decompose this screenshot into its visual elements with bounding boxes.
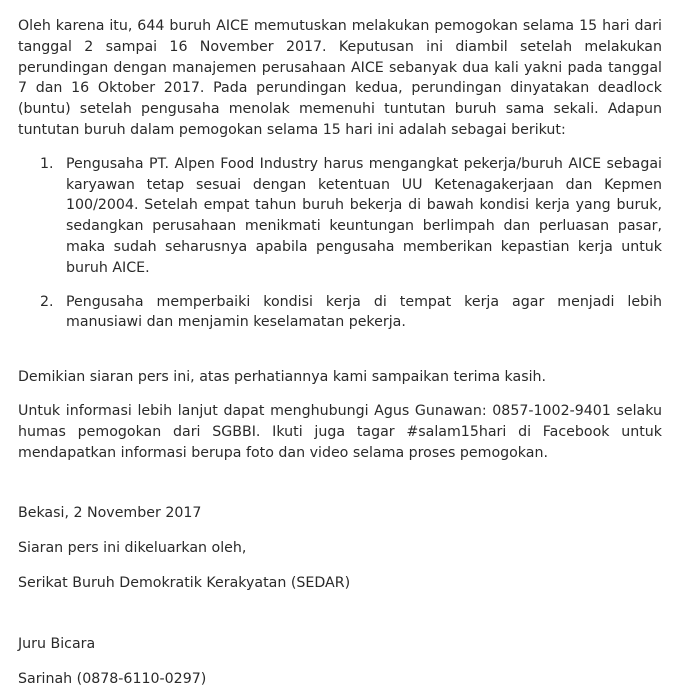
demands-list: [18, 154, 662, 333]
list-item-text: Pengusaha memperbaiki kondisi kerja di tempat kerja agar menjadi lebih manusiawi dan menjamin keselamatan pekerja.: [66, 293, 662, 331]
spokesperson-name: Sarinah (0878-6110-0297): [18, 670, 207, 687]
signature-block: [18, 503, 662, 689]
place-date: Bekasi, 2 November 2017: [18, 505, 202, 522]
press-release-document: [18, 16, 662, 689]
list-item-number: 1.: [40, 155, 54, 172]
contact-paragraph: Untuk informasi lebih lanjut dapat menghubungi Agus Gunawan: 0857-1002-9401 selaku humas pemogokan dari SGBBI. Ikuti juga tagar #salam15hari di Facebook untuk mendapatkan informasi berupa foto dan video selama proses pemogokan.: [18, 402, 662, 461]
organization-name: Serikat Buruh Demokratik Kerakyatan (SEDAR): [18, 574, 351, 591]
list-item-text: Pengusaha PT. Alpen Food Industry harus mengangkat pekerja/buruh AICE sebagai karyawan tetap sesuai dengan ketentuan UU Ketenagakerjaan dan Kepmen 100/2004. Setelah empat tahun buruh bekerja di bawah kondisi kerja yang buruk, sedangkan perusahaan menikmati keuntungan berlimpah dan perluasan pasar, maka sudah seharusnya apabila pengusaha memberikan kepastian kerja untuk buruh AICE.: [66, 155, 662, 276]
closing-paragraph: Demikian siaran pers ini, atas perhatiannya kami sampaikan terima kasih.: [18, 369, 547, 386]
list-item: [18, 292, 662, 334]
issued-by-line: Siaran pers ini dikeluarkan oleh,: [18, 540, 247, 557]
list-item-number: 2.: [40, 293, 54, 310]
list-item: [18, 154, 662, 279]
intro-paragraph: Oleh karena itu, 644 buruh AICE memutuskan melakukan pemogokan selama 15 hari dari tanggal 2 sampai 16 November 2017. Keputusan ini diambil setelah melakukan perundingan dengan manajemen perusahaan AICE sebanyak dua kali yakni pada tanggal 7 dan 16 Oktober 2017. Pada perundingan kedua, perundingan dinyatakan deadlock (buntu) setelah pengusaha menolak memenuhi tuntutan buruh sama sekali. Adapun tuntutan buruh dalam pemogokan selama 15 hari ini adalah sebagai berikut:: [18, 18, 662, 138]
spokesperson-role: Juru Bicara: [18, 635, 96, 652]
